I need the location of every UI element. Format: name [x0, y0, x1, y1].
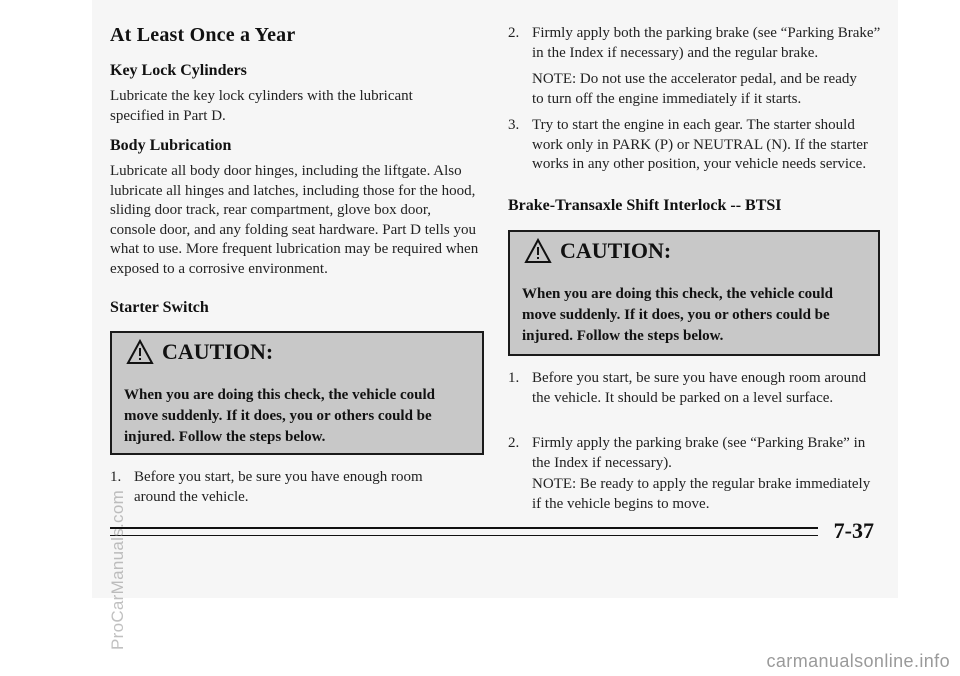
body-lube-text: Lubricate all body door hinges, including the liftgate. Also lubricate all hinges and latches, including those for the hood, sliding door track, rear compartment, glove box door, console door, and any folding seat hardware. Part D tells you what to use. More frequent lubrication may be required when exposed to a corrosive environment. [110, 163, 479, 277]
note-text: NOTE: Do not use the accelerator pedal, and be ready to turn off the engine immediately if it starts. [532, 71, 857, 107]
footer-rule-thin [110, 535, 818, 536]
list-item [508, 116, 888, 196]
key-lock-heading: Key Lock Cylinders [110, 62, 247, 79]
list-item [508, 70, 888, 110]
step-number: 3. [508, 117, 520, 133]
watermark-text: ProCarManuals.com [108, 489, 127, 650]
step-number: 1. [508, 370, 520, 386]
footer-rule-thick [110, 527, 818, 529]
body-lube-heading: Body Lubrication [110, 137, 232, 154]
page-number: 7-37 [833, 518, 874, 543]
caution-text: When you are doing this check, the vehicle could move suddenly. If it does, you or others could be injured. Follow the steps below. [124, 387, 435, 445]
key-lock-text: Lubricate the key lock cylinders with the lubricant specified in Part D. [110, 88, 413, 124]
list-item [508, 434, 888, 474]
site-footer[interactable]: carmanualsonline.info [766, 651, 950, 671]
caution-label: CAUTION: [560, 238, 672, 263]
step-number: 1. [110, 469, 122, 485]
warning-triangle-icon [524, 238, 552, 264]
caution-label: CAUTION: [162, 339, 274, 364]
step-text: Before you start, be sure you have enough room around the vehicle. It should be parked on a level surface. [532, 370, 867, 406]
section-title: At Least Once a Year [110, 24, 296, 46]
list-item [508, 24, 888, 64]
starter-heading: Starter Switch [110, 299, 209, 316]
note-text: NOTE: Be ready to apply the regular brake immediately if the vehicle begins to move. [532, 476, 871, 512]
list-item [508, 369, 888, 429]
list-item [508, 475, 888, 515]
step-text: Firmly apply the parking brake (see “Parking Brake” in the Index if necessary). [532, 435, 866, 471]
step-text: Before you start, be sure you have enough room around the vehicle. [134, 469, 423, 505]
step-number: 2. [508, 25, 520, 41]
caution-box-starter [110, 331, 484, 455]
btsi-heading: Brake-Transaxle Shift Interlock -- BTSI [508, 197, 782, 214]
caution-box-btsi [508, 230, 880, 356]
caution-text: When you are doing this check, the vehicle could move suddenly. If it does, you or others could be injured. Follow the steps below. [522, 286, 833, 344]
list-item [110, 468, 470, 508]
caution-title [126, 339, 273, 365]
step-text: Try to start the engine in each gear. The starter should work only in PARK (P) or NEUTRAL (N). If the starter works in any other position, your vehicle needs service. [532, 117, 868, 172]
step-number: 2. [508, 435, 520, 451]
step-text: Firmly apply both the parking brake (see “Parking Brake” in the Index if necessary) and the regular brake. [532, 25, 881, 61]
caution-title [524, 238, 671, 264]
